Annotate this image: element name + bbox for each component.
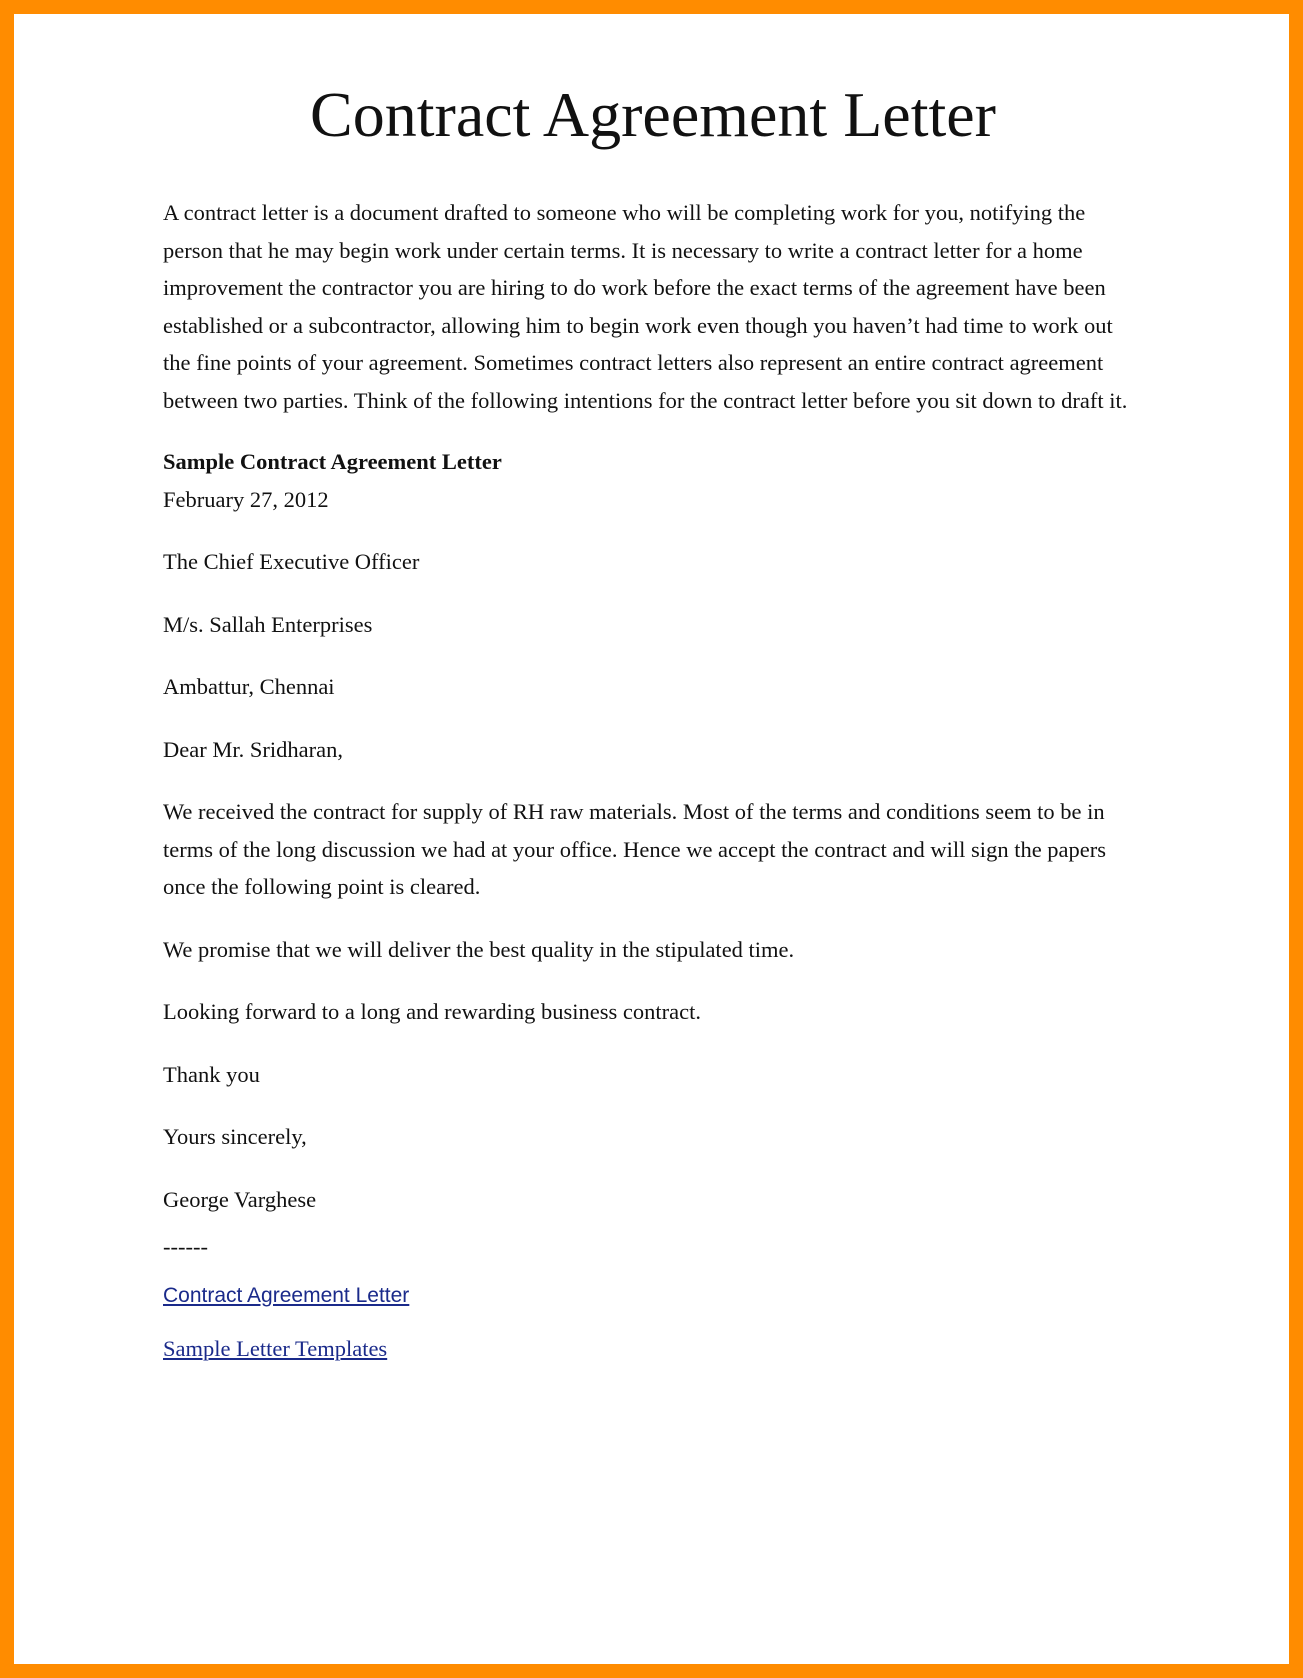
link-row-1 bbox=[163, 1284, 1143, 1308]
sample-letter-templates-link[interactable]: Sample Letter Templates bbox=[163, 1336, 388, 1361]
contract-agreement-letter-link[interactable]: Contract Agreement Letter bbox=[163, 1284, 410, 1307]
body-paragraph-1: We received the contract for supply of RH raw materials. Most of the terms and conditions seem to be in terms of the long discussion we had at your office. Hence we accept the contract and will sign the papers once the following point is cleared. bbox=[163, 799, 1107, 899]
letter-document bbox=[163, 60, 1143, 1362]
signature-name: George Varghese bbox=[163, 1186, 317, 1212]
document-title: Contract Agreement Letter bbox=[310, 79, 996, 150]
link-row-2 bbox=[163, 1336, 1143, 1362]
salutation: Dear Mr. Sridharan, bbox=[163, 736, 343, 762]
divider: ------ bbox=[163, 1234, 208, 1259]
thanks-line: Thank you bbox=[163, 1061, 260, 1087]
letter-date: February 27, 2012 bbox=[163, 486, 329, 512]
recipient-title: The Chief Executive Officer bbox=[163, 549, 420, 574]
intro-paragraph: A contract letter is a document drafted to someone who will be completing work for you, notifying the person that he may begin work under certain terms. It is necessary to write a contract letter for a home improvement the contractor you are hiring to do work before the exact terms of the agreement have been established or a subcontractor, allowing him to begin work even though you haven’t had time to work out the fine points of your agreement. Sometimes contract letters also represent an entire contract agreement between two parties. Think of the following intentions for the contract letter before you sit down to draft it. bbox=[163, 200, 1128, 413]
body-paragraph-3: Looking forward to a long and rewarding business contract. bbox=[163, 999, 701, 1024]
recipient-company: M/s. Sallah Enterprises bbox=[163, 611, 373, 637]
sample-heading: Sample Contract Agreement Letter bbox=[163, 449, 502, 474]
closing-line: Yours sincerely, bbox=[163, 1124, 307, 1149]
body-paragraph-2: We promise that we will deliver the best quality in the stipulated time. bbox=[163, 936, 795, 962]
recipient-address: Ambattur, Chennai bbox=[163, 674, 335, 699]
